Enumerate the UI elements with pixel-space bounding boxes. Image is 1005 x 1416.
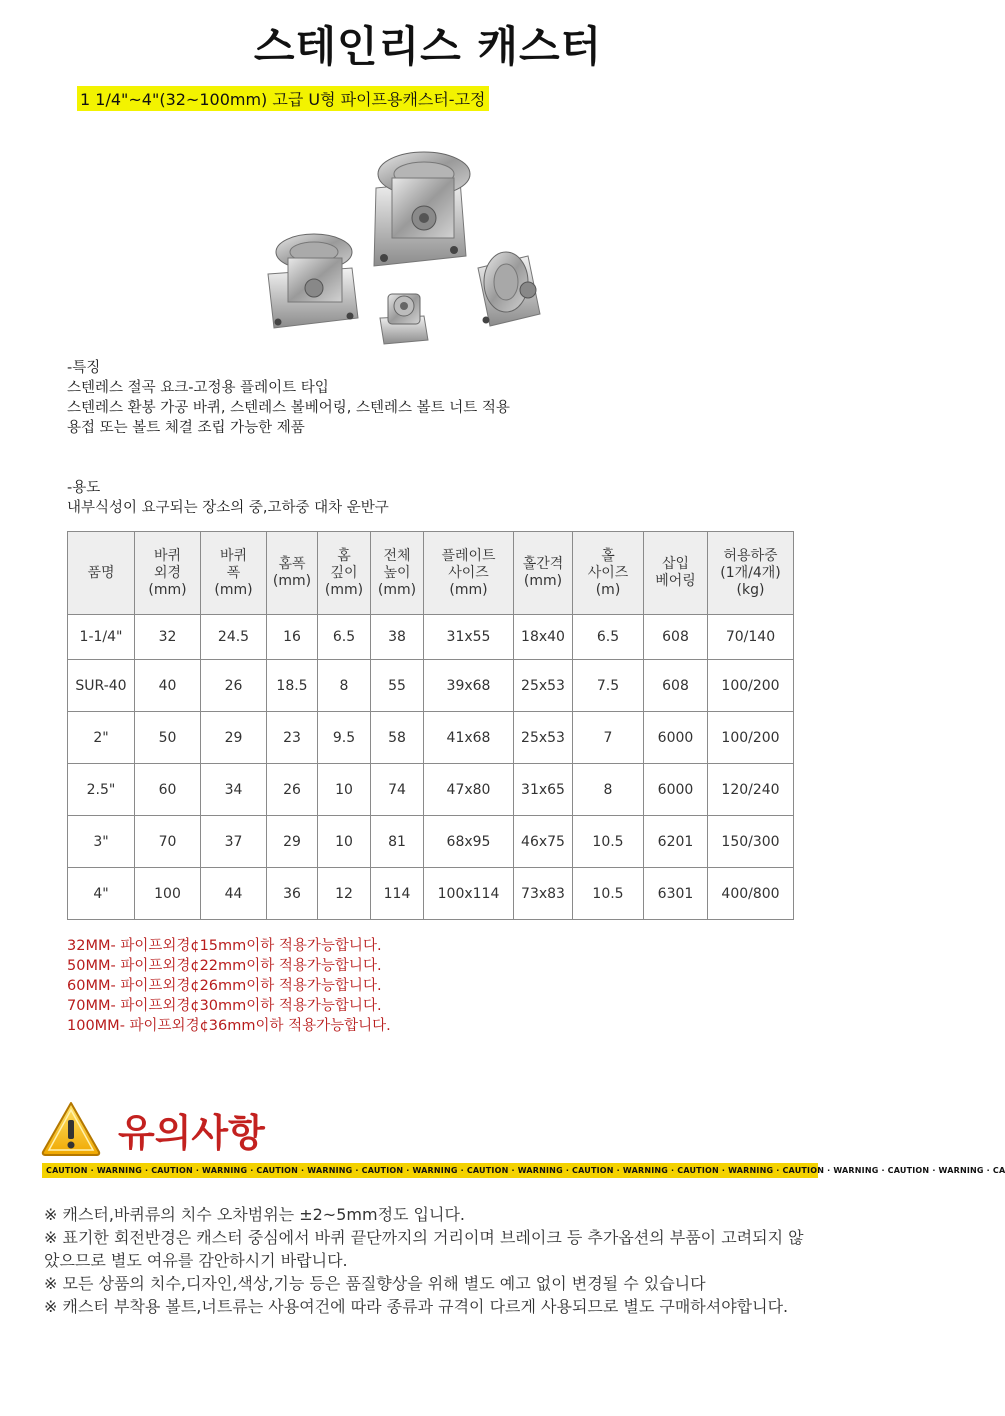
product-subtitle: 1 1/4"~4"(32~100mm) 고급 U형 파이프용캐스터-고정 (77, 86, 489, 111)
table-header-line: 외경 (153, 564, 182, 581)
table-cell: 31x55 (424, 615, 514, 660)
table-header (201, 532, 267, 615)
table-header-line: 허용하중 (723, 547, 778, 564)
table-cell: 3" (68, 816, 135, 868)
table-cell: 608 (644, 615, 708, 660)
table-header-line: 삽입 (661, 556, 690, 572)
table-cell: 70/140 (708, 615, 794, 660)
features-line: 스텐레스 환봉 가공 바퀴, 스텐레스 볼베어링, 스텐레스 볼트 너트 적용 (67, 400, 510, 416)
table-cell: 60 (135, 764, 201, 816)
table-cell: 8 (573, 764, 644, 816)
table-cell: 46x75 (514, 816, 573, 868)
note-line: 32MM- 파이프외경¢15mm이하 적용가능합니다. (67, 938, 382, 954)
note-line: 100MM- 파이프외경¢36mm이하 적용가능합니다. (67, 1018, 391, 1034)
table-row (68, 712, 794, 764)
table-cell: 37 (201, 816, 267, 868)
table-cell: 29 (267, 816, 318, 868)
table-header-line: 베어링 (655, 573, 696, 589)
table-header (318, 532, 371, 615)
features-heading: -특징 (67, 360, 101, 376)
table-row (68, 660, 794, 712)
precaution-item: ※ 캐스터 부착용 볼트,너트류는 사용여건에 따라 종류과 규격이 다르게 사용되므로 별도 구매하셔야합니다. (44, 1297, 789, 1316)
table-cell: 26 (267, 764, 318, 816)
table-cell: 10 (318, 764, 371, 816)
table-header (708, 532, 794, 615)
table-cell: 38 (371, 615, 424, 660)
table-cell: 100 (135, 868, 201, 920)
usage-line: 내부식성이 요구되는 장소의 중,고하중 대차 운반구 (67, 500, 389, 516)
table-header-line: 홀 (601, 547, 615, 564)
table-row (68, 868, 794, 920)
table-header: 품명 (68, 532, 135, 615)
table-cell: 6000 (644, 712, 708, 764)
table-header-line: (mm) (324, 581, 364, 598)
table-header-line: 홀간격 (522, 556, 564, 572)
table-cell: 26 (201, 660, 267, 712)
precaution-item: ※ 표기한 회전반경은 캐스터 중심에서 바퀴 끝단까지의 거리이며 브레이크 등 추가옵션의 부품이 고려되지 않았으므로 별도 여유를 감안하시기 바랍니다. (44, 1228, 804, 1270)
table-header (135, 532, 201, 615)
warning-title: 유의사항 (118, 1111, 265, 1155)
table-cell: 25x53 (514, 712, 573, 764)
features-line: 스텐레스 절곡 요크-고정용 플레이트 타입 (67, 380, 329, 396)
table-cell: 31x65 (514, 764, 573, 816)
table-header-line: (mm) (377, 581, 417, 598)
table-cell: 100x114 (424, 868, 514, 920)
large-caster-icon (374, 152, 470, 266)
table-header-line: 깊이 (330, 564, 358, 581)
note-line: 60MM- 파이프외경¢26mm이하 적용가능합니다. (67, 978, 382, 994)
table-cell: 23 (267, 712, 318, 764)
table-header-line: 바퀴 (153, 547, 182, 564)
table-cell: 73x83 (514, 868, 573, 920)
table-header-line: 폭 (226, 564, 241, 581)
table-row (68, 615, 794, 660)
table-cell: 41x68 (424, 712, 514, 764)
table-header (573, 532, 644, 615)
caution-tape (42, 1163, 1005, 1178)
table-cell: 100/200 (708, 660, 794, 712)
precautions-section (44, 1203, 812, 1318)
small-caster-icon (380, 294, 428, 344)
table-cell: 6000 (644, 764, 708, 816)
table-cell: 6.5 (573, 615, 644, 660)
table-header-line: (m) (595, 581, 621, 598)
table-cell: 39x68 (424, 660, 514, 712)
table-header-line: 높이 (383, 564, 411, 581)
table-row (68, 764, 794, 816)
table-header-line: 전체 (383, 547, 411, 564)
left-caster-icon (268, 234, 358, 328)
table-cell: 150/300 (708, 816, 794, 868)
table-cell: 6.5 (318, 615, 371, 660)
table-cell: 10.5 (573, 868, 644, 920)
table-header (644, 532, 708, 615)
table-cell: 18x40 (514, 615, 573, 660)
table-cell: 100/200 (708, 712, 794, 764)
table-header-line: (1개/4개) (720, 564, 781, 581)
table-header-line: (mm) (449, 581, 488, 598)
table-cell: 70 (135, 816, 201, 868)
note-line: 70MM- 파이프외경¢30mm이하 적용가능합니다. (67, 998, 382, 1014)
table-cell: 6201 (644, 816, 708, 868)
table-header (424, 532, 514, 615)
table-header-line: (mm) (523, 573, 563, 589)
note-line: 50MM- 파이프외경¢22mm이하 적용가능합니다. (67, 958, 382, 974)
table-cell: 10.5 (573, 816, 644, 868)
table-cell: 55 (371, 660, 424, 712)
table-cell: 114 (371, 868, 424, 920)
table-cell: 25x53 (514, 660, 573, 712)
caster-product-photo (228, 118, 584, 358)
table-cell: 16 (267, 615, 318, 660)
table-cell: 47x80 (424, 764, 514, 816)
table-cell: 7.5 (573, 660, 644, 712)
table-header-line: 홈폭 (278, 556, 306, 572)
table-cell: 1-1/4" (68, 615, 135, 660)
table-cell: 50 (135, 712, 201, 764)
table-header-line: 홈 (337, 547, 351, 564)
features-section (67, 358, 510, 438)
table-cell: 40 (135, 660, 201, 712)
table-header-line: (mm) (148, 581, 187, 598)
table-cell: 12 (318, 868, 371, 920)
table-cell: 7 (573, 712, 644, 764)
table-cell: SUR-40 (68, 660, 135, 712)
table-cell: 10 (318, 816, 371, 868)
pipe-diameter-notes (67, 936, 391, 1036)
table-cell: 2.5" (68, 764, 135, 816)
table-cell: 29 (201, 712, 267, 764)
table-header-line: 사이즈 (587, 564, 629, 581)
table-cell: 9.5 (318, 712, 371, 764)
warning-triangle-icon (40, 1100, 102, 1156)
table-cell: 36 (267, 868, 318, 920)
caution-tape-text: CAUTION · WARNING · CAUTION · WARNING · CAUTION · WARNING · CAUTION · WARNING · CAUTION · WARNING · CAUTION · WARNING · CAUTION · WARNING · CAUTION · WARNING · CAUTION · WARNING · CA (46, 1166, 1005, 1175)
table-header-line: 사이즈 (448, 564, 489, 581)
table-cell: 608 (644, 660, 708, 712)
table-cell: 2" (68, 712, 135, 764)
table-cell: 8 (318, 660, 371, 712)
table-cell: 44 (201, 868, 267, 920)
table-cell: 58 (371, 712, 424, 764)
table-header-row (68, 532, 794, 615)
table-header-line: (kg) (736, 581, 765, 598)
table-cell: 74 (371, 764, 424, 816)
spec-table (67, 531, 794, 920)
table-cell: 81 (371, 816, 424, 868)
table-header-line: (mm) (214, 581, 253, 598)
table-cell: 24.5 (201, 615, 267, 660)
precaution-item: ※ 모든 상품의 치수,디자인,색상,기능 등은 품질향상을 위해 별도 예고 없이 변경될 수 있습니다 (44, 1274, 706, 1293)
table-header-line: 바퀴 (219, 547, 248, 564)
table-cell: 68x95 (424, 816, 514, 868)
table-cell: 6301 (644, 868, 708, 920)
table-cell: 32 (135, 615, 201, 660)
table-cell: 400/800 (708, 868, 794, 920)
features-line: 용접 또는 볼트 체결 조립 가능한 제품 (67, 420, 305, 436)
usage-heading: -용도 (67, 480, 101, 496)
table-cell: 18.5 (267, 660, 318, 712)
table-header (267, 532, 318, 615)
right-caster-icon (478, 252, 540, 326)
table-header (371, 532, 424, 615)
table-row (68, 816, 794, 868)
table-cell: 120/240 (708, 764, 794, 816)
table-cell: 4" (68, 868, 135, 920)
table-header-line: (mm) (272, 573, 312, 589)
usage-section (67, 478, 389, 518)
page-title: 스테인리스 캐스터 (253, 22, 603, 71)
table-header (514, 532, 573, 615)
table-header-line: 플레이트 (441, 547, 496, 564)
precaution-item: ※ 캐스터,바퀴류의 치수 오차범위는 ±2~5mm정도 입니다. (44, 1205, 466, 1224)
table-cell: 34 (201, 764, 267, 816)
